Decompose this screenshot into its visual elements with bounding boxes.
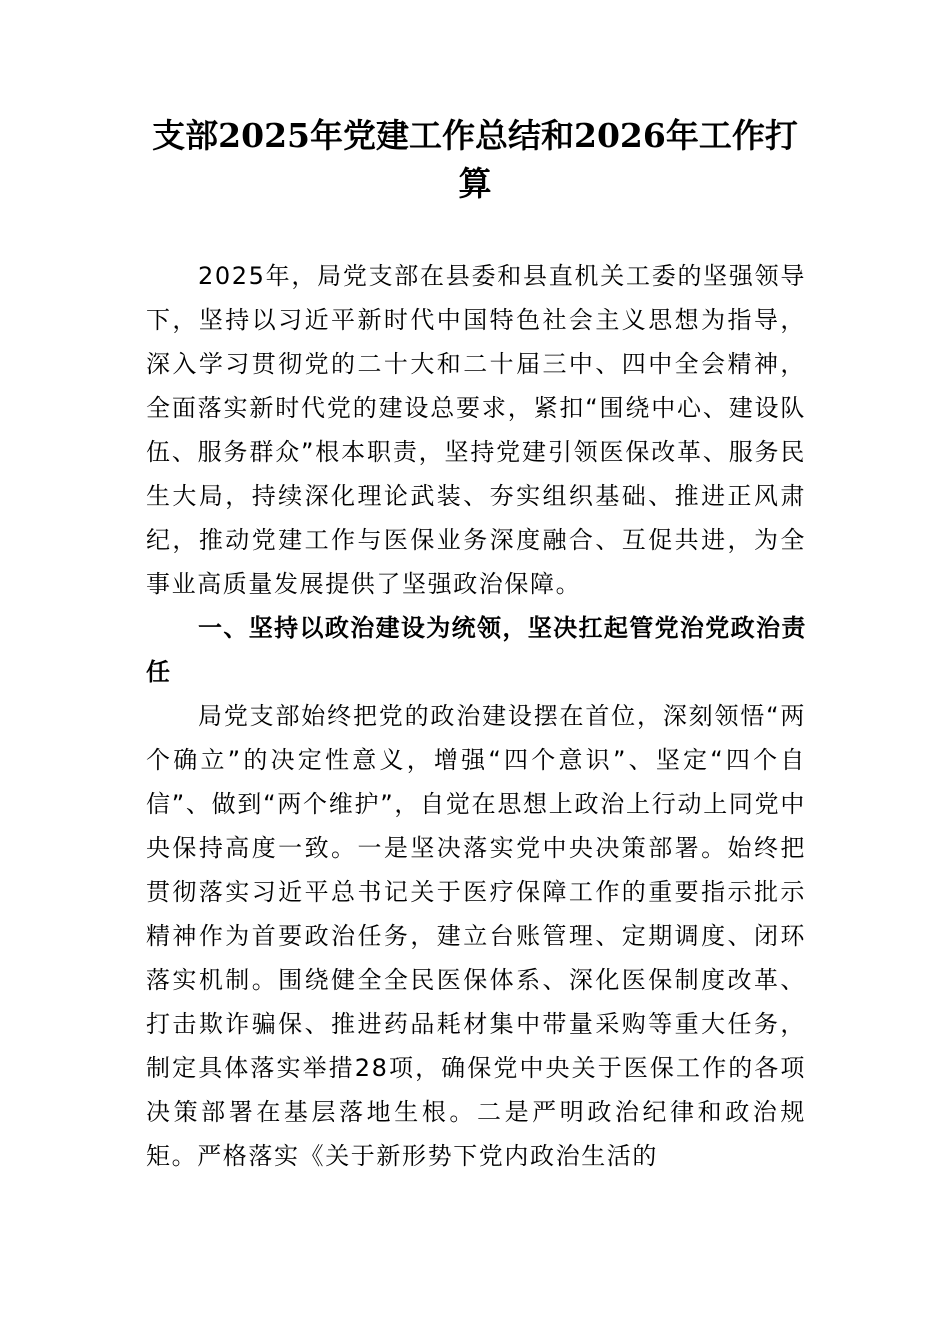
document-body	[146, 254, 806, 1178]
intro-paragraph: 2025年，局党支部在县委和县直机关工委的坚强领导下，坚持以习近平新时代中国特色社会主义思想为指导，深入学习贯彻党的二十大和二十届三中、四中全会精神，全面落实新时代党的建设总要求，紧扣“围绕中心、建设队伍、服务群众”根本职责，坚持党建引领医保改革、服务民生大局，持续深化理论武装、夯实组织基础、推进正风肃纪，推动党建工作与医保业务深度融合、互促共进，为全事业高质量发展提供了坚强政治保障。	[146, 262, 806, 598]
section-1-paragraph: 局党支部始终把党的政治建设摆在首位，深刻领悟“两个确立”的决定性意义，增强“四个意识”、坚定“四个自信”、做到“两个维护”，自觉在思想上政治上行动上同党中央保持高度一致。一是坚决落实党中央决策部署。始终把贯彻落实习近平总书记关于医疗保障工作的重要指示批示精神作为首要政治任务，建立台账管理、定期调度、闭环落实机制。围绕健全全民医保体系、深化医保制度改革、打击欺诈骗保、推进药品耗材集中带量采购等重大任务，制定具体落实举措28项，确保党中央关于医保工作的各项决策部署在基层落地生根。二是严明政治纪律和政治规矩。严格落实《关于新形势下党内政治生活的	[146, 702, 806, 1170]
document-title: 支部2025年党建工作总结和2026年工作打算	[152, 116, 798, 203]
section-1-heading: 一、坚持以政治建设为统领，坚决扛起管党治党政治责任	[146, 614, 806, 686]
